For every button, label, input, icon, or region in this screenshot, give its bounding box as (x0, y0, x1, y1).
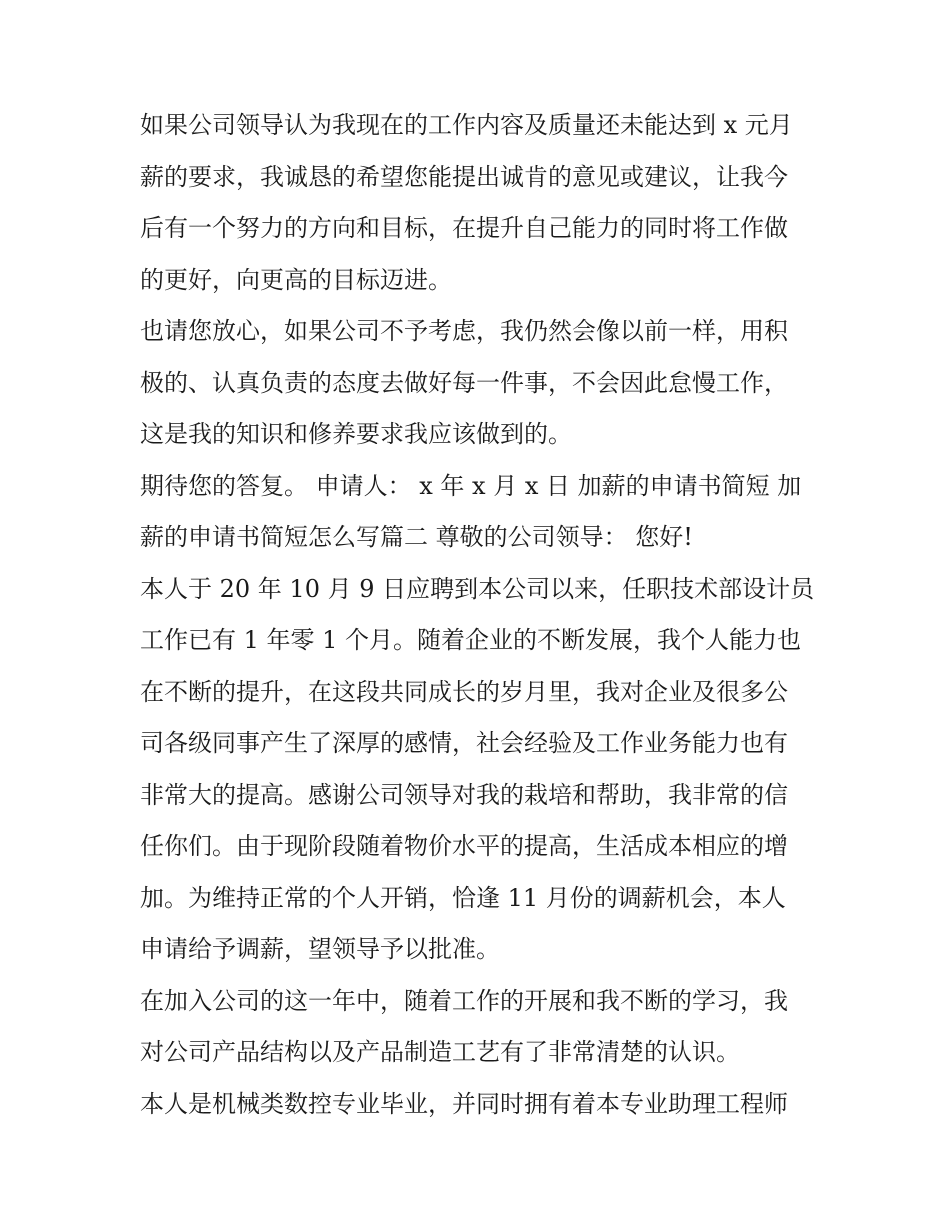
text-line: 本人于 20 年 10 月 9 日应聘到本公司以来，任职技术部设计员 (140, 574, 815, 603)
document-body (140, 100, 820, 1130)
text-line: 加。为维持正常的个人开销，恰逢 11 月份的调薪机会，本人 (140, 883, 786, 912)
text-line: 司各级同事产生了深厚的感情，社会经验及工作业务能力也有 (140, 729, 788, 757)
text-line: 极的、认真负责的态度去做好每一件事，不会因此怠慢工作， (140, 368, 788, 397)
text-line: 薪的要求，我诚恳的希望您能提出诚肯的意见或建议，让我今 (140, 162, 788, 191)
text-line: 非常大的提高。感谢公司领导对我的栽培和帮助，我非常的信 (140, 780, 788, 809)
paragraph-reassurance (140, 306, 820, 461)
text-line: 期待您的答复。 申请人： x 年 x 月 x 日 加薪的申请书简短 加 (140, 471, 802, 500)
text-line: 申请给予调薪，望领导予以批准。 (140, 935, 500, 963)
text-line: 的更好，向更高的目标迈进。 (140, 265, 452, 294)
text-line: 后有一个努力的方向和目标，在提升自己能力的同时将工作做 (140, 214, 788, 242)
paragraph-qualifications (140, 1079, 820, 1131)
text-line: 在不断的提升，在这段共同成长的岁月里，我对企业及很多公 (140, 677, 788, 706)
paragraph-employment-history (140, 564, 820, 976)
paragraph-signature-and-heading (140, 461, 820, 564)
text-line: 任你们。由于现阶段随着物价水平的提高，生活成本相应的增 (140, 832, 788, 860)
paragraph-learning (140, 976, 820, 1079)
text-line: 如果公司领导认为我现在的工作内容及质量还未能达到 x 元月 (140, 111, 793, 139)
text-line: 薪的申请书简短怎么写篇二 尊敬的公司领导： 您好! (140, 523, 693, 551)
text-line: 在加入公司的这一年中，随着工作的开展和我不断的学习，我 (140, 986, 788, 1015)
text-line: 也请您放心，如果公司不予考虑，我仍然会像以前一样，用积 (140, 317, 788, 345)
text-line: 本人是机械类数控专业毕业，并同时拥有着本专业助理工程师 (140, 1089, 788, 1118)
text-line: 这是我的知识和修养要求我应该做到的。 (140, 420, 572, 448)
text-line: 工作已有 1 年零 1 个月。随着企业的不断发展，我个人能力也 (140, 626, 802, 654)
text-line: 对公司产品结构以及产品制造工艺有了非常清楚的认识。 (140, 1038, 740, 1066)
paragraph-salary-feedback (140, 100, 820, 306)
